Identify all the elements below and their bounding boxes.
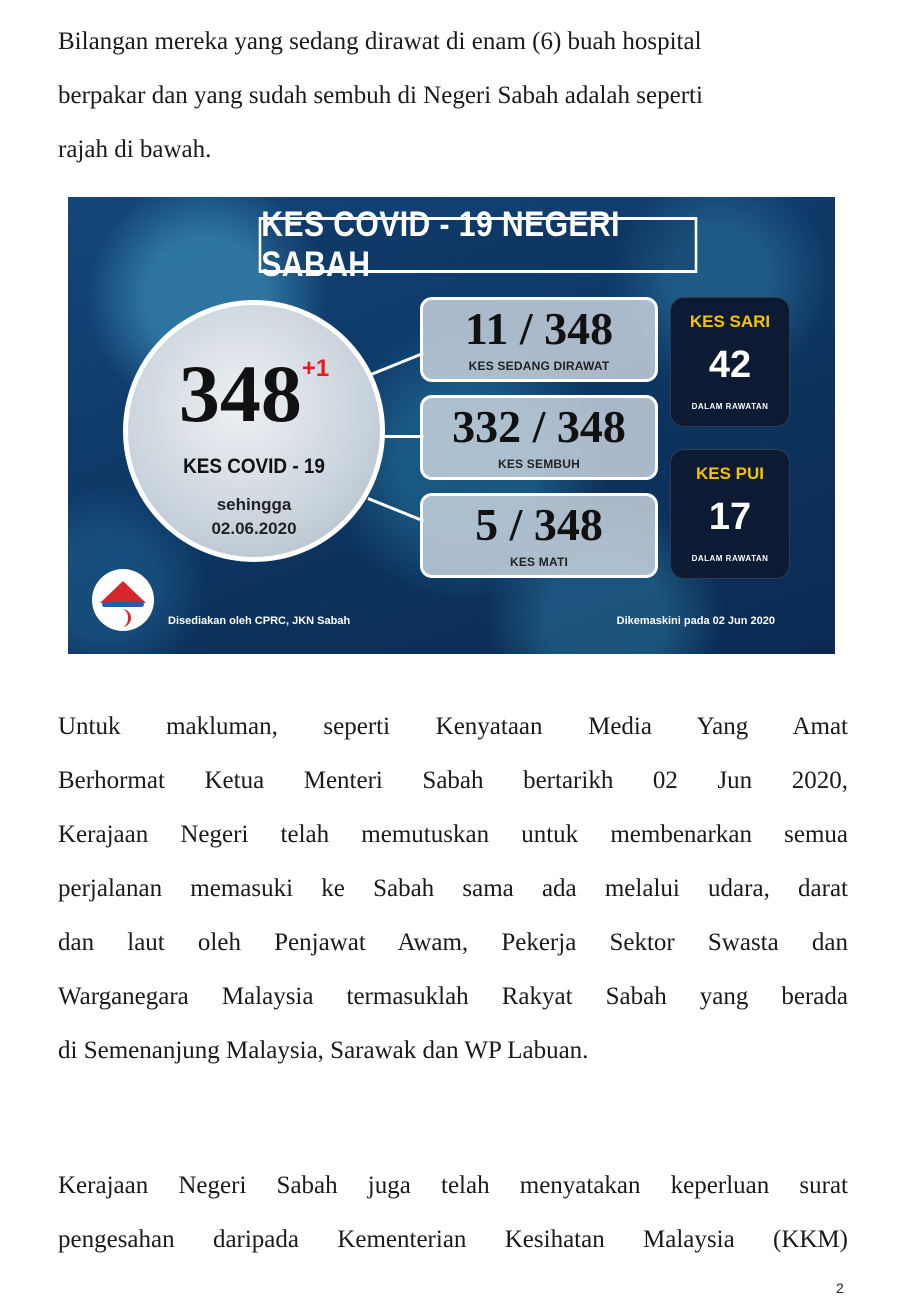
stat-label: KES SEMBUH <box>497 457 580 471</box>
text-line: dan laut oleh Penjawat Awam, Pekerja Sektor Swasta dan <box>58 929 848 956</box>
text-line: Berhormat Ketua Menteri Sabah bertarikh 02 Jun 2020, <box>58 767 848 794</box>
stat-box-recovered <box>420 395 658 480</box>
text-line: pengesahan daripada Kementerian Kesihatan Malaysia (KKM) <box>58 1226 848 1253</box>
side-value: 42 <box>708 344 752 386</box>
updated-date-text: Dikemaskini pada 02 Jun 2020 <box>616 615 775 627</box>
total-cases-value: $348^{+1}$ <box>178 348 330 439</box>
text-line: Kerajaan Negeri Sabah juga telah menyatakan keperluan surat <box>58 1172 848 1199</box>
side-value: 17 <box>708 496 752 538</box>
stat-box-deaths <box>420 493 658 578</box>
text-line: di Semenanjung Malaysia, Sarawak dan WP Labuan. <box>58 1037 589 1064</box>
infographic-title: KES COVID - 19 NEGERI SABAH <box>259 217 698 273</box>
connector-line <box>384 435 424 438</box>
stat-value: 11 / 348 <box>464 303 614 354</box>
text-line: rajah di bawah. <box>58 136 212 163</box>
stat-label: KES MATI <box>509 555 569 569</box>
text-line: berpakar dan yang sudah sembuh di Negeri Sabah adalah seperti <box>58 82 703 109</box>
text-line: Untuk makluman, seperti Kenyataan Media Yang Amat <box>58 713 848 740</box>
as-of-date: sehingga 02.06.2020 <box>211 495 297 538</box>
text-line: Kerajaan Negeri telah memutuskan untuk membenarkan semua <box>58 821 848 848</box>
stat-box-treated <box>420 297 658 382</box>
stat-value: 332 / 348 <box>452 401 626 452</box>
page-number: 2 <box>836 1280 844 1296</box>
requirement-paragraph <box>58 1159 848 1267</box>
intro-paragraph <box>58 15 848 177</box>
pui-cases-box <box>670 449 790 579</box>
sari-cases-box <box>670 297 790 427</box>
new-cases-delta: +1 <box>301 355 330 382</box>
total-cases-circle <box>123 300 385 562</box>
text-line: Bilangan mereka yang sedang dirawat di enam (6) buah hospital <box>58 28 702 55</box>
covid-infographic <box>68 197 835 654</box>
stat-label: KES SEDANG DIRAWAT <box>468 359 610 373</box>
side-title: KES PUI <box>695 464 765 483</box>
side-label: DALAM RAWATAN <box>691 554 769 563</box>
announcement-paragraph <box>58 700 848 1078</box>
text-line: perjalanan memasuki ke Sabah sama ada melalui udara, darat <box>58 875 848 902</box>
jkn-sabah-logo <box>92 569 154 631</box>
text-line: Warganegara Malaysia termasuklah Rakyat Sabah yang berada <box>58 983 848 1010</box>
prepared-by-text: Disediakan oleh CPRC, JKN Sabah <box>168 615 351 627</box>
stat-value: 5 / 348 <box>475 499 603 550</box>
total-cases-label: KES COVID - 19 <box>183 455 325 478</box>
side-label: DALAM RAWATAN <box>691 402 769 411</box>
side-title: KES SARI <box>689 312 771 331</box>
